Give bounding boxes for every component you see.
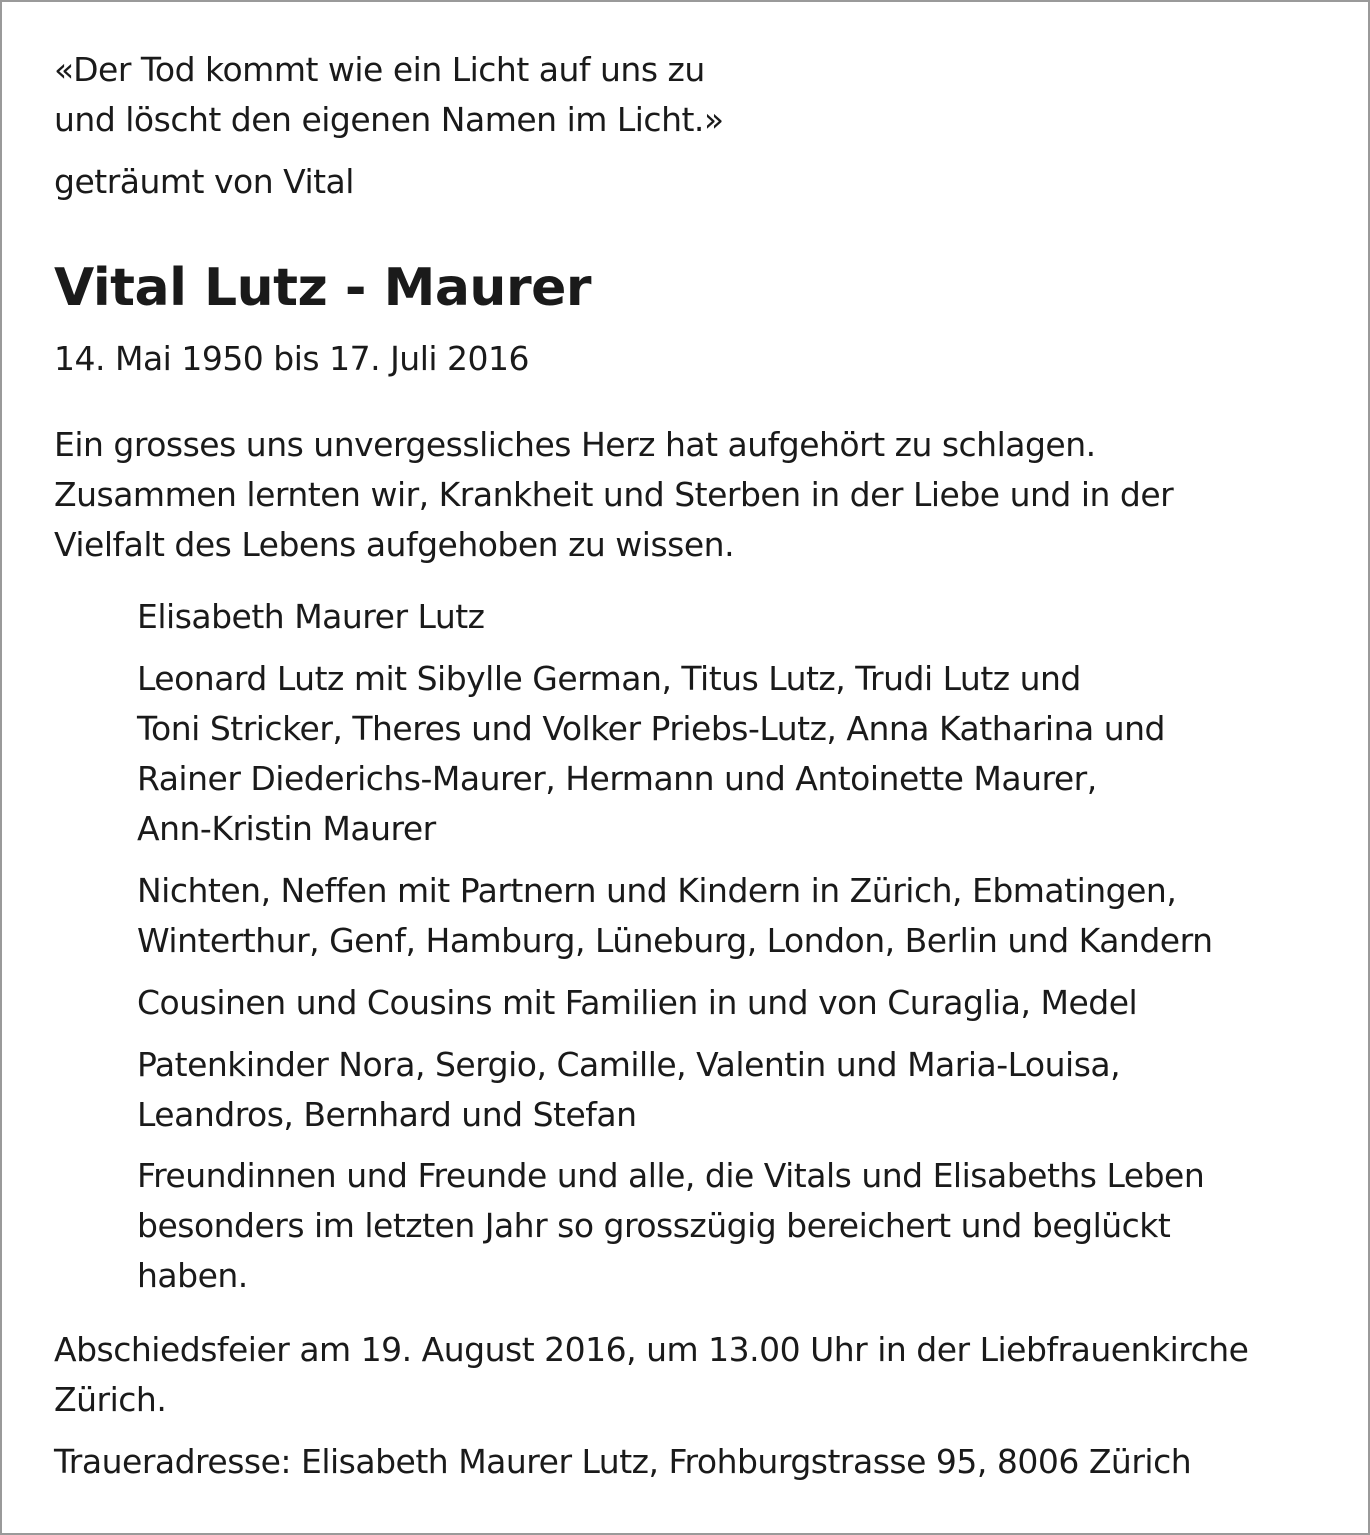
quote-attribution: geträumt von Vital (54, 162, 354, 201)
message (54, 420, 1173, 570)
ceremony-line: Abschiedsfeier am 19. August 2016, um 13.00 Uhr in der Liebfrauenkirche (54, 1330, 1249, 1369)
deceased-name: Vital Lutz - Maurer (54, 258, 592, 318)
mourner-group (137, 1040, 1120, 1140)
mourner-line: Toni Stricker, Theres und Volker Priebs-Lutz, Anna Katharina und (137, 709, 1165, 748)
mourning-address: Traueradresse: Elisabeth Maurer Lutz, Frohburgstrasse 95, 8006 Zürich (54, 1442, 1192, 1481)
quote-line: «Der Tod kommt wie ein Licht auf uns zu (54, 50, 705, 89)
message-line: Ein grosses uns unvergessliches Herz hat aufgehört zu schlagen. (54, 425, 1096, 464)
mourner-line: Freundinnen und Freunde und alle, die Vitals und Elisabeths Leben (137, 1156, 1205, 1195)
mourner-line: Leonard Lutz mit Sibylle German, Titus Lutz, Trudi Lutz und (137, 659, 1081, 698)
ceremony-info (54, 1325, 1248, 1425)
message-line: Vielfalt des Lebens aufgehoben zu wissen. (54, 525, 735, 564)
quote-line: und löscht den eigenen Namen im Licht.» (54, 100, 724, 139)
mourner-line: Rainer Diederichs-Maurer, Hermann und Antoinette Maurer, (137, 759, 1097, 798)
life-dates: 14. Mai 1950 bis 17. Juli 2016 (54, 339, 530, 378)
mourner-line: Cousinen und Cousins mit Familien in und von Curaglia, Medel (137, 983, 1138, 1022)
message-line: Zusammen lernten wir, Krankheit und Sterben in der Liebe und in der (54, 475, 1174, 514)
mourner-line: Ann-Kristin Maurer (137, 809, 436, 848)
mourner-line: Leandros, Bernhard und Stefan (137, 1095, 637, 1134)
ceremony-line: Zürich. (54, 1380, 167, 1419)
mourner-group (137, 592, 485, 642)
mourner-line: Nichten, Neffen mit Partnern und Kindern in Zürich, Ebmatingen, (137, 871, 1177, 910)
mourner-line: Elisabeth Maurer Lutz (137, 597, 485, 636)
mourner-group (137, 654, 1165, 854)
mourner-line: besonders im letzten Jahr so grosszügig bereichert und beglückt (137, 1206, 1171, 1245)
quote (54, 45, 724, 145)
mourner-line: haben. (137, 1256, 248, 1295)
mourner-line: Winterthur, Genf, Hamburg, Lüneburg, London, Berlin und Kandern (137, 921, 1213, 960)
mourner-group (137, 978, 1137, 1028)
mourner-group (137, 1151, 1204, 1301)
mourner-group (137, 866, 1212, 966)
mourner-line: Patenkinder Nora, Sergio, Camille, Valentin und Maria-Louisa, (137, 1045, 1121, 1084)
